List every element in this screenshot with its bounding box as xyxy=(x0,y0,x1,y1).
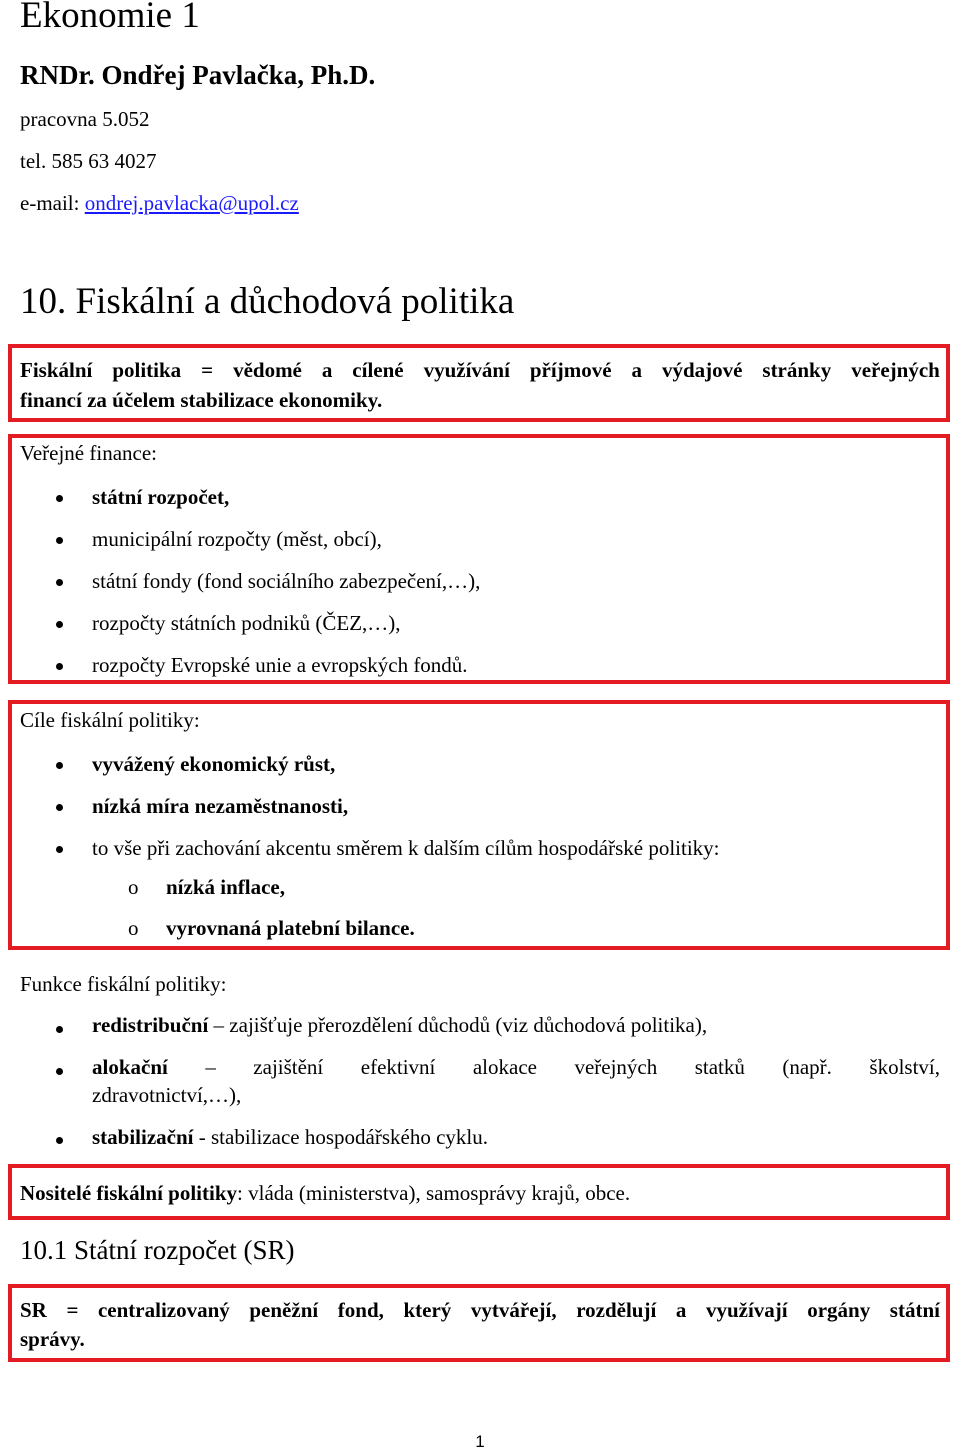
goal-item: to vše při zachování akcentu směrem k dalším cílům hospodářské politiky: xyxy=(92,836,720,860)
word: a xyxy=(631,358,642,382)
bullet-icon xyxy=(56,1137,63,1144)
carriers-desc: : vláda (ministerstva), samosprávy krajů, obce. xyxy=(237,1181,631,1205)
word: – xyxy=(205,1055,216,1079)
bullet-icon xyxy=(56,621,63,628)
function-item xyxy=(92,1125,488,1150)
word: fond, xyxy=(337,1298,384,1322)
bullet-icon xyxy=(56,579,63,586)
functions-heading: Funkce fiskální politiky: xyxy=(20,972,227,996)
function-item xyxy=(92,1013,707,1038)
word: orgány xyxy=(807,1298,871,1322)
function-item-continuation: zdravotnictví,…), xyxy=(92,1083,242,1107)
word: alokace xyxy=(472,1055,537,1079)
word: centralizovaný xyxy=(97,1298,230,1322)
public-finance-heading: Veřejné finance: xyxy=(20,441,158,465)
word: školství, xyxy=(869,1055,940,1079)
sr-definition-line-2: správy. xyxy=(20,1327,85,1351)
word: = xyxy=(201,358,214,382)
public-finance-item: rozpočty státních podniků (ČEZ,…), xyxy=(92,611,401,635)
page-number: 1 xyxy=(475,1432,485,1451)
word: statků xyxy=(694,1055,745,1079)
word: zajištění xyxy=(253,1055,324,1079)
carriers-term: Nositelé fiskální politiky xyxy=(20,1181,238,1205)
word: využívání xyxy=(423,358,510,382)
word: vědomé xyxy=(233,358,302,382)
word: využívají xyxy=(705,1298,788,1322)
goal-sub-item: vyrovnaná platební bilance. xyxy=(166,916,415,940)
definition-line-1 xyxy=(20,358,940,383)
word: a xyxy=(321,358,333,382)
goal-item: vyvážený ekonomický růst, xyxy=(92,752,336,776)
public-finance-item: rozpočty Evropské unie a evropských fondů. xyxy=(92,653,468,677)
word: a xyxy=(675,1298,687,1322)
public-finance-item: municipální rozpočty (měst, obcí), xyxy=(92,527,382,551)
email-line xyxy=(20,191,299,216)
bullet-icon xyxy=(56,1026,63,1033)
chapter-title: 10. Fiskální a důchodová politika xyxy=(20,281,515,322)
word: SR xyxy=(20,1298,47,1322)
section-title: 10.1 Státní rozpočet (SR) xyxy=(20,1235,295,1265)
circle-bullet-icon: o xyxy=(128,875,139,899)
word: který xyxy=(403,1298,452,1322)
email-link[interactable]: ondrej.pavlacka@upol.cz xyxy=(84,191,299,215)
bullet-icon xyxy=(56,804,63,811)
author-name: RNDr. Ondřej Pavlačka, Ph.D. xyxy=(20,60,376,90)
phone: tel. 585 63 4027 xyxy=(20,149,157,173)
word: vytvářejí, xyxy=(470,1298,557,1322)
word: peněžní xyxy=(249,1298,319,1322)
goal-sub-item: nízká inflace, xyxy=(166,875,285,899)
sr-definition-line-1 xyxy=(20,1298,940,1323)
goals-heading: Cíle fiskální politiky: xyxy=(20,708,200,732)
word: alokační xyxy=(92,1055,168,1079)
word: = xyxy=(66,1298,79,1322)
bullet-icon xyxy=(56,537,63,544)
function-desc: – zajišťuje přerozdělení důchodů (viz důchodová politika), xyxy=(208,1013,708,1037)
word: příjmové xyxy=(529,358,612,382)
goal-item: nízká míra nezaměstnanosti, xyxy=(92,794,349,818)
function-term: stabilizační xyxy=(92,1125,194,1149)
word: státní xyxy=(889,1298,940,1322)
word: cílené xyxy=(352,358,404,382)
word: Fiskální xyxy=(20,358,93,382)
word: veřejných xyxy=(574,1055,658,1079)
bullet-icon xyxy=(56,1068,63,1075)
email-label: e-mail: xyxy=(20,191,85,215)
word: výdajové xyxy=(661,358,743,382)
word: (např. xyxy=(782,1055,832,1079)
bullet-icon xyxy=(56,762,63,769)
word: efektivní xyxy=(360,1055,436,1079)
definition-line-2: financí za účelem stabilizace ekonomiky. xyxy=(20,388,383,412)
function-term: redistribuční xyxy=(92,1013,209,1037)
public-finance-box xyxy=(8,434,950,684)
carriers-line xyxy=(20,1181,630,1206)
course-title: Ekonomie 1 xyxy=(20,0,200,36)
circle-bullet-icon: o xyxy=(128,916,139,940)
word: veřejných xyxy=(851,358,940,382)
word: rozdělují xyxy=(576,1298,657,1322)
function-desc: - stabilizace hospodářského cyklu. xyxy=(193,1125,489,1149)
goals-box xyxy=(8,700,950,950)
sr-definition-box xyxy=(8,1284,950,1362)
word: stránky xyxy=(762,358,832,382)
bullet-icon xyxy=(56,663,63,670)
word: politika xyxy=(112,358,182,382)
public-finance-item: státní fondy (fond sociálního zabezpečení,…), xyxy=(92,569,481,593)
bullet-icon xyxy=(56,495,63,502)
public-finance-item: státní rozpočet, xyxy=(92,485,230,509)
office: pracovna 5.052 xyxy=(20,107,150,131)
bullet-icon xyxy=(56,846,63,853)
function-item xyxy=(92,1055,940,1080)
